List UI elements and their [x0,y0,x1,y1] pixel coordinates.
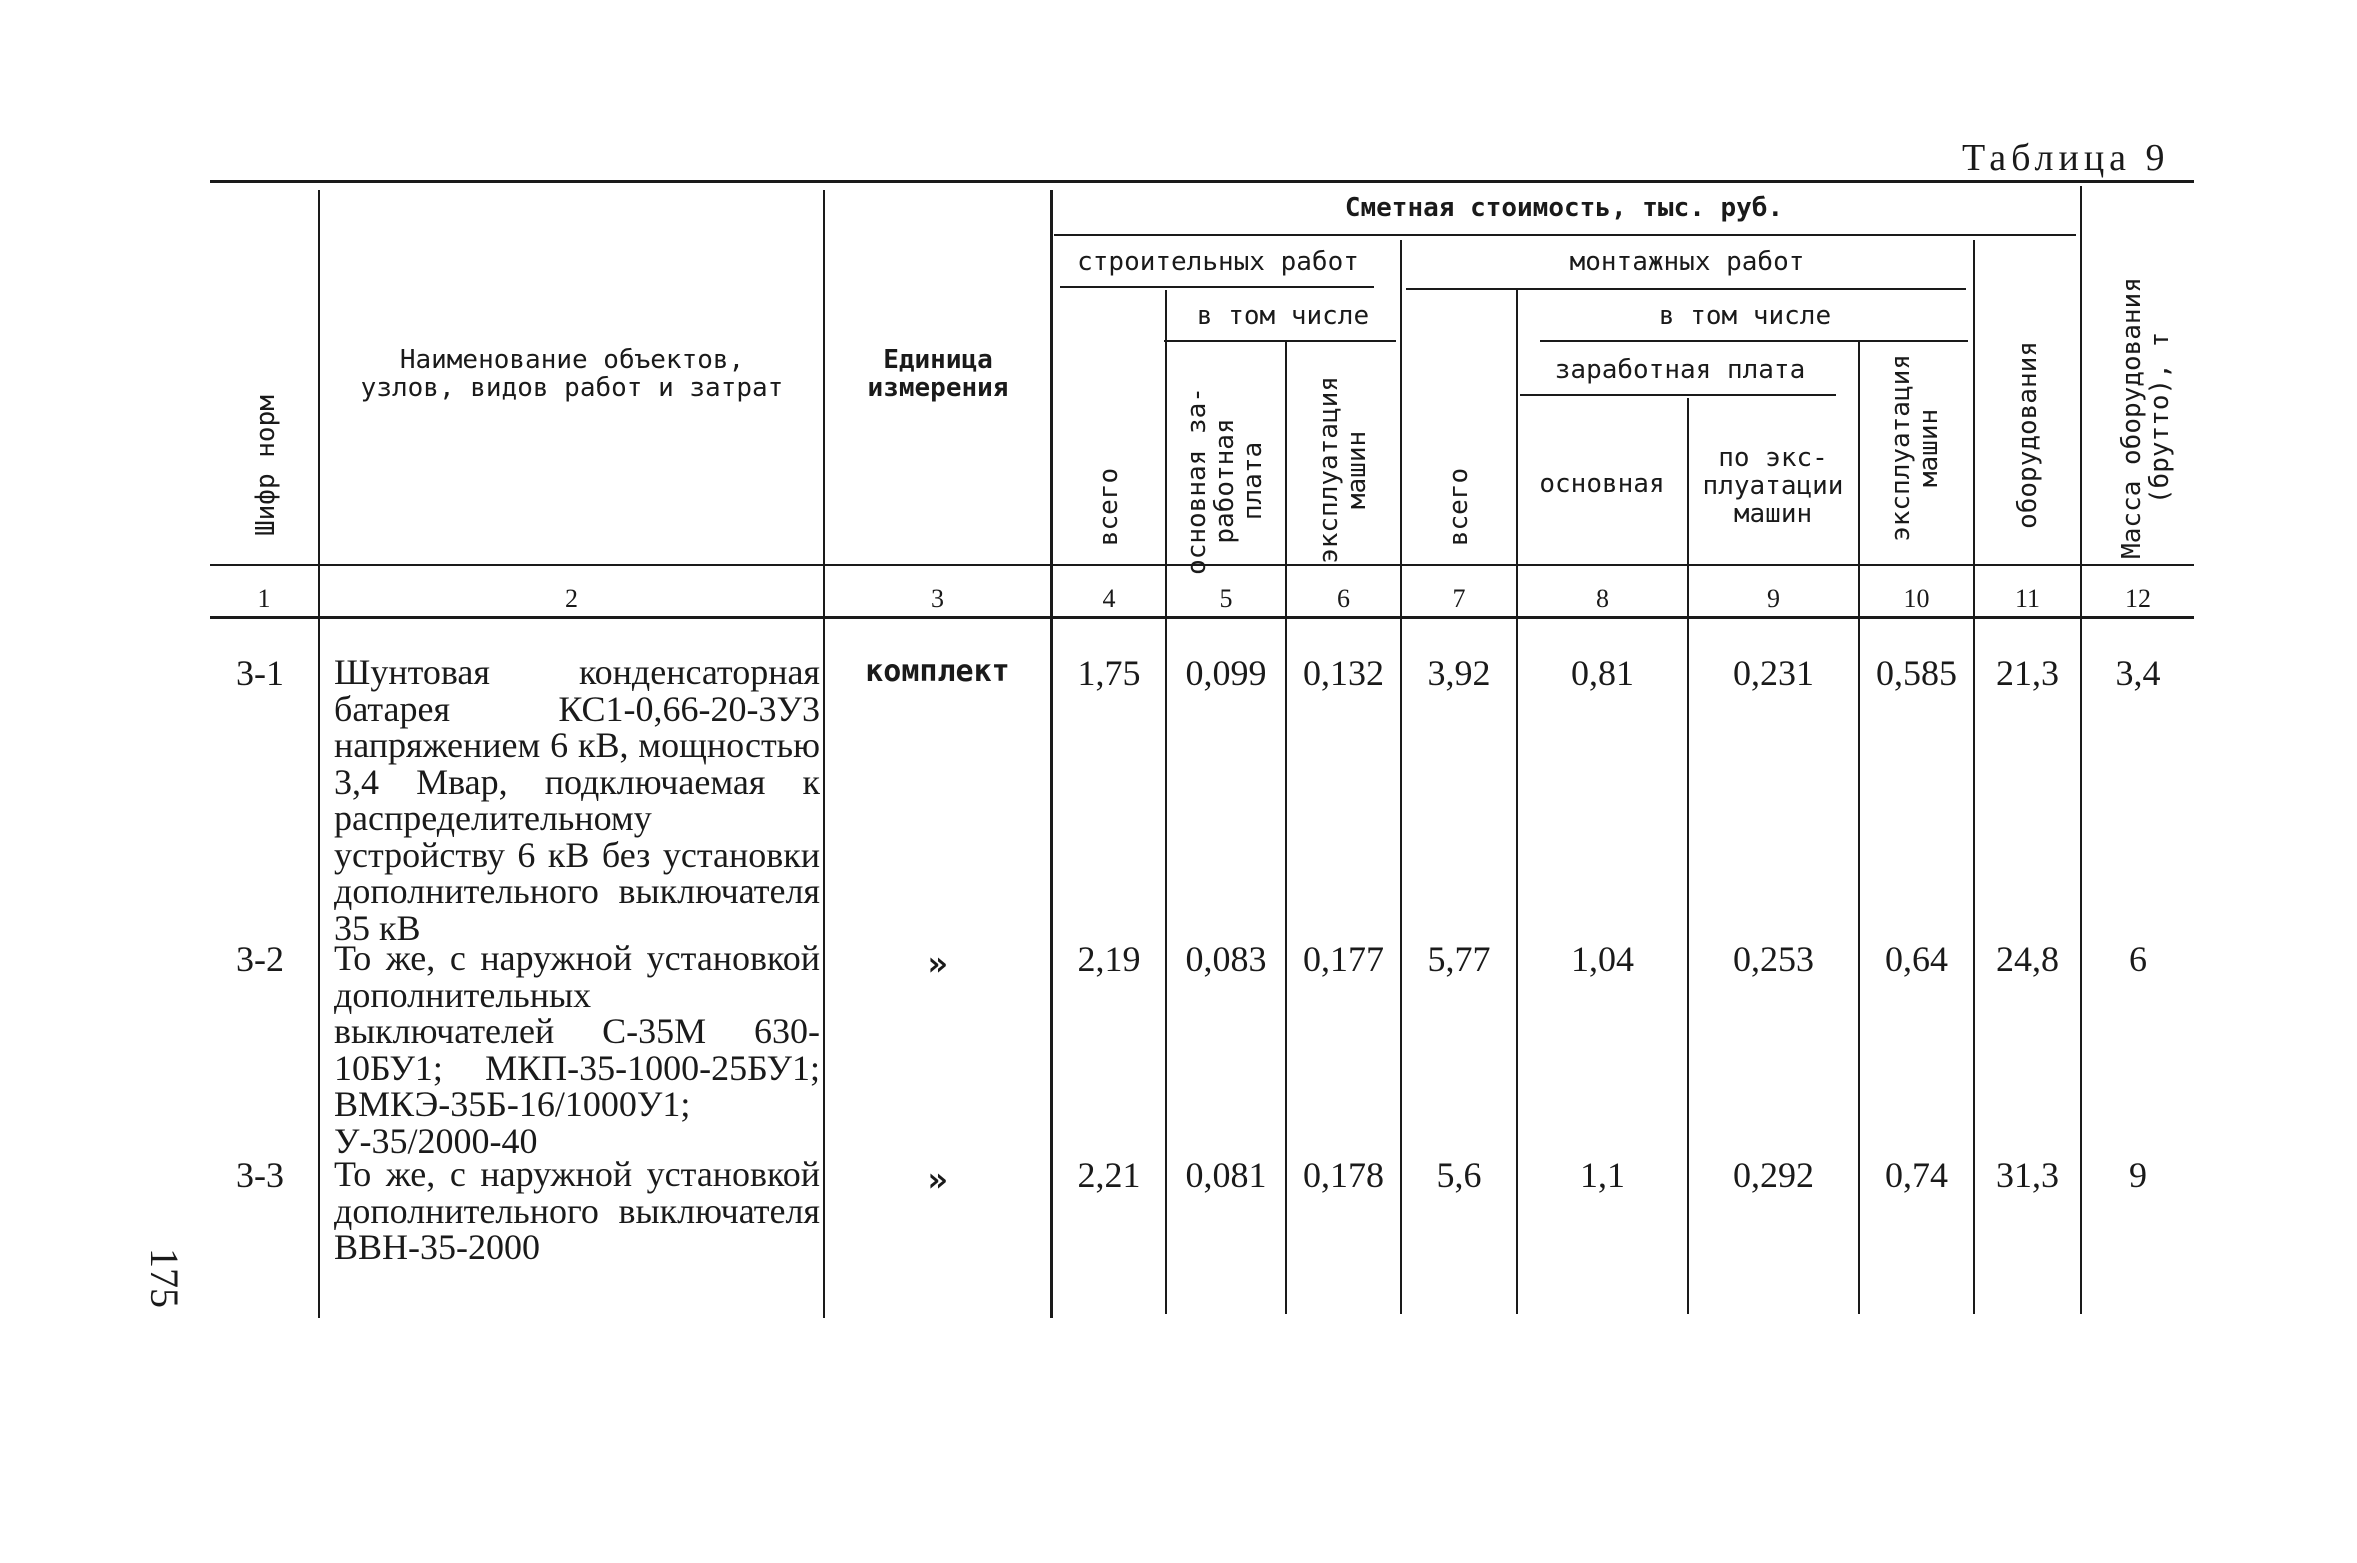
header-col5-line3: плата [1238,441,1268,521]
header-col10-line1: эксплуатация [1886,354,1916,542]
rule-colnums-bottom [210,616,2194,619]
header-col12-line1: Масса оборудования [2117,277,2147,559]
colnum-3: 3 [931,584,944,613]
colnum-11: 11 [2014,584,2041,613]
row1-val-5: 0,099 [1185,653,1267,693]
colnum-8: 8 [1596,584,1609,613]
colnum-1: 1 [257,584,271,613]
row1-val-10: 0,585 [1876,653,1957,693]
header-unit-line1: Единица [883,345,993,375]
vline-1 [318,190,320,1318]
header-wages: заработная плата [1554,355,1806,385]
header-unit-line2: измерения [867,373,1009,403]
row1-val-12: 3,4 [2115,653,2161,693]
colnum-12: 12 [2125,584,2151,613]
header-construction-machines [1315,365,1375,575]
row1-unit: комплект [865,654,1010,689]
colnum-6: 6 [1337,584,1350,613]
header-col9-line2: плуатации [1702,471,1844,501]
vline-3 [1050,190,1053,1318]
row2-val-6: 0,177 [1303,939,1384,979]
row2-val-10: 0,64 [1885,939,1948,979]
row1-val-11: 21,3 [1996,653,2059,693]
header-name-line2: узлов, видов работ и затрат [360,373,784,403]
colnum-7: 7 [1452,584,1466,613]
vline-2 [823,190,825,1318]
header-name [330,346,814,402]
header-col9-line3: машин [1733,499,1813,529]
header-unit [830,346,1046,402]
header-col10-line2: машин [1914,408,1944,488]
header-incl-installation: в том числе [1658,301,1832,331]
row1-code: 3-1 [236,653,284,693]
row3-val-9: 0,292 [1733,1155,1814,1195]
row3-val-10: 0,74 [1885,1155,1948,1195]
colnum-5: 5 [1219,584,1233,613]
row2-val-4: 2,19 [1077,939,1141,979]
row2-unit: » [927,944,948,984]
row1-val-6: 0,132 [1303,653,1384,693]
header-col5-line1: основная за- [1182,387,1212,575]
vline-10 [1973,240,1975,1314]
row3-val-11: 31,3 [1996,1155,2059,1195]
header-col6-line2: машин [1342,430,1372,510]
colnum-9: 9 [1767,584,1780,613]
header-incl-construction: в том числе [1196,301,1370,331]
row3-val-8: 1,1 [1580,1155,1625,1195]
row3-code: 3-3 [236,1155,284,1195]
header-wages-main: основная [1539,469,1665,499]
row3-val-5: 0,081 [1185,1155,1267,1195]
row3-name: То же, с наружной установкой дополнительного выключателя ВВН-35-2000 [334,1154,820,1267]
rule-incl-installation [1540,340,1968,342]
colnum-2: 2 [565,584,578,613]
row1-val-7: 3,92 [1427,653,1491,693]
header-wages-machines [1690,444,1856,528]
vline-11 [2080,186,2082,1314]
row3-val-6: 0,178 [1303,1155,1384,1195]
header-col12-line2: (брутто), т [2145,331,2175,505]
header-col9-line1: по экс- [1718,443,1828,473]
row2-val-11: 24,8 [1996,939,2059,979]
header-col6-line1: эксплуатация [1314,376,1344,564]
rule-construction [1060,286,1374,288]
header-construction-wages [1183,381,1273,581]
vline-6 [1400,240,1402,1314]
row2-val-7: 5,77 [1427,939,1491,979]
header-code: Шифр норм [251,395,281,536]
header-name-line1: Наименование объектов, [399,345,745,375]
rule-wages [1520,394,1836,396]
row1-name: Шунтовая конденсаторная батарея КС1-0,66-20-3У3 напряжением 6 кВ, мощностью 3,4 Мвар, подключаемая к распределительному устройству 6 кВ без установки дополнительного выключателя 35 кВ [334,652,820,948]
row2-val-8: 1,04 [1571,939,1634,979]
header-installation: монтажных работ [1569,247,1805,277]
row3-val-7: 5,6 [1436,1155,1482,1195]
row2-val-5: 0,083 [1185,939,1267,979]
row2-val-12: 6 [2129,939,2147,979]
row3-val-12: 9 [2129,1155,2147,1195]
row3-unit: » [927,1160,948,1200]
rule-incl-construction [1164,340,1396,342]
row2-code: 3-2 [236,939,284,979]
rule-cost-group [1054,234,2076,236]
row2-name: То же, с наружной установкой дополнительных выключателей С-35М 630-10БУ1; МКП-35-1000-25БУ1; ВМКЭ-35Б-16/1000У1; У-35/2000-40 [334,938,820,1161]
header-equipment-mass [2118,268,2178,568]
row3-val-4: 2,21 [1077,1155,1141,1195]
table-title: Таблица 9 [1962,137,2170,179]
header-installation-total: всего [1444,467,1474,547]
row2-val-9: 0,253 [1733,939,1814,979]
top-rule [210,180,2194,183]
row1-val-9: 0,231 [1733,653,1814,693]
header-installation-machines [1887,343,1947,553]
rule-installation [1406,288,1966,290]
row1-val-4: 1,75 [1077,653,1141,693]
header-cost-group: Сметная стоимость, тыс. руб. [1344,193,1784,223]
header-construction-total: всего [1094,467,1124,547]
header-equipment: оборудования [2013,341,2043,529]
header-col5-line2: работная [1210,418,1240,544]
colnum-4: 4 [1102,584,1116,613]
page-number: 175 [142,1248,187,1308]
header-construction: строительных работ [1077,247,1359,277]
row1-val-8: 0,81 [1571,653,1634,693]
colnum-10: 10 [1903,584,1930,613]
